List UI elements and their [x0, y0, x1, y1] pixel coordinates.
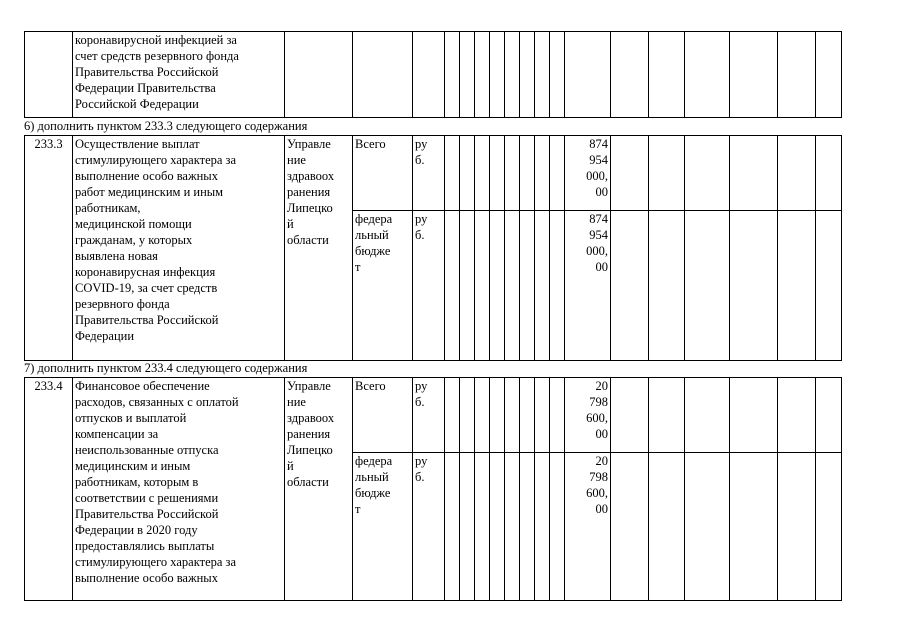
empty-cell — [490, 32, 505, 118]
empty-cell — [550, 378, 565, 453]
empty-cell — [475, 32, 490, 118]
table-row — [25, 32, 842, 118]
table-row — [25, 378, 842, 453]
item-number: 233.4 — [25, 378, 73, 601]
empty-cell — [460, 136, 475, 211]
empty-cell — [611, 453, 649, 601]
empty-cell — [550, 211, 565, 361]
number-cell — [25, 32, 73, 118]
amount-cell: 874 954 000, 00 — [565, 211, 611, 361]
empty-cell — [505, 211, 520, 361]
empty-cell — [520, 211, 535, 361]
empty-cell — [505, 378, 520, 453]
empty-cell — [778, 136, 816, 211]
empty-cell — [460, 378, 475, 453]
empty-cell — [535, 453, 550, 601]
empty-cell — [816, 136, 842, 211]
empty-cell — [685, 211, 730, 361]
source-cell — [353, 32, 413, 118]
empty-cell — [778, 32, 816, 118]
table-row — [25, 136, 842, 211]
empty-cell — [445, 378, 460, 453]
empty-cell — [520, 453, 535, 601]
empty-cell — [535, 32, 550, 118]
empty-cell — [490, 378, 505, 453]
unit-cell: ру б. — [413, 453, 445, 601]
budget-table-233-4 — [24, 377, 842, 601]
source-cell: федера льный бюдже т — [353, 453, 413, 601]
empty-cell — [649, 32, 685, 118]
source-cell: федера льный бюдже т — [353, 211, 413, 361]
empty-cell — [778, 453, 816, 601]
executor-cell: Управле ние здравоох ранения Липецко й области — [285, 378, 353, 601]
empty-cell — [649, 378, 685, 453]
executor-cell: Управле ние здравоох ранения Липецко й области — [285, 136, 353, 361]
empty-cell — [520, 32, 535, 118]
budget-table-233-3 — [24, 135, 842, 361]
empty-cell — [475, 211, 490, 361]
empty-cell — [649, 453, 685, 601]
empty-cell — [550, 32, 565, 118]
empty-cell — [475, 378, 490, 453]
empty-cell — [550, 453, 565, 601]
amendment-note: 6) дополнить пунктом 233.3 следующего содержания — [24, 119, 308, 133]
empty-cell — [535, 211, 550, 361]
empty-cell — [730, 211, 778, 361]
amount-cell: 20 798 600, 00 — [565, 378, 611, 453]
empty-cell — [778, 378, 816, 453]
empty-cell — [730, 378, 778, 453]
unit-cell — [413, 32, 445, 118]
empty-cell — [816, 378, 842, 453]
empty-cell — [475, 136, 490, 211]
source-cell: Всего — [353, 136, 413, 211]
item-number: 233.3 — [25, 136, 73, 361]
empty-cell — [505, 32, 520, 118]
description-cell: Финансовое обеспечение расходов, связанных с оплатой отпусков и выплатой компенсации за неиспользованные отпуска медицинским и иным работникам, которым в соответствии с решениями Правительства Российской Федерации в 2020 году предоставлялись выплаты стимулирующего характера за выполнение особо важных — [73, 378, 285, 601]
empty-cell — [611, 32, 649, 118]
empty-cell — [685, 32, 730, 118]
empty-cell — [535, 136, 550, 211]
empty-cell — [685, 378, 730, 453]
amount-cell: 874 954 000, 00 — [565, 136, 611, 211]
empty-cell — [611, 211, 649, 361]
empty-cell — [445, 32, 460, 118]
empty-cell — [611, 378, 649, 453]
empty-cell — [730, 136, 778, 211]
empty-cell — [550, 136, 565, 211]
empty-cell — [520, 378, 535, 453]
empty-cell — [445, 453, 460, 601]
source-cell: Всего — [353, 378, 413, 453]
unit-cell: ру б. — [413, 378, 445, 453]
description-cell: коронавирусной инфекцией за счет средств резервного фонда Правительства Российской Федерации Правительства Российской Федерации — [73, 32, 285, 118]
budget-table-continuation — [24, 31, 842, 118]
empty-cell — [505, 136, 520, 211]
empty-cell — [520, 136, 535, 211]
empty-cell — [685, 453, 730, 601]
description-cell: Осуществление выплат стимулирующего характера за выполнение особо важных работ медицинским и иным работникам, медицинской помощи гражданам, у которых выявлена новая коронавирусная инфекция COVID-19, за счет средств резервного фонда Правительства Российской Федерации — [73, 136, 285, 361]
empty-cell — [445, 211, 460, 361]
empty-cell — [460, 453, 475, 601]
amount-cell: 20 798 600, 00 — [565, 453, 611, 601]
empty-cell — [816, 211, 842, 361]
empty-cell — [535, 378, 550, 453]
empty-cell — [490, 453, 505, 601]
empty-cell — [490, 136, 505, 211]
executor-cell — [285, 32, 353, 118]
amendment-note: 7) дополнить пунктом 233.4 следующего содержания — [24, 361, 308, 375]
empty-cell — [685, 136, 730, 211]
empty-cell — [475, 453, 490, 601]
empty-cell — [649, 136, 685, 211]
empty-cell — [460, 211, 475, 361]
empty-cell — [816, 453, 842, 601]
unit-cell: ру б. — [413, 211, 445, 361]
empty-cell — [611, 136, 649, 211]
empty-cell — [649, 211, 685, 361]
empty-cell — [730, 32, 778, 118]
empty-cell — [505, 453, 520, 601]
empty-cell — [730, 453, 778, 601]
empty-cell — [565, 32, 611, 118]
empty-cell — [460, 32, 475, 118]
unit-cell: ру б. — [413, 136, 445, 211]
empty-cell — [778, 211, 816, 361]
empty-cell — [816, 32, 842, 118]
empty-cell — [445, 136, 460, 211]
empty-cell — [490, 211, 505, 361]
